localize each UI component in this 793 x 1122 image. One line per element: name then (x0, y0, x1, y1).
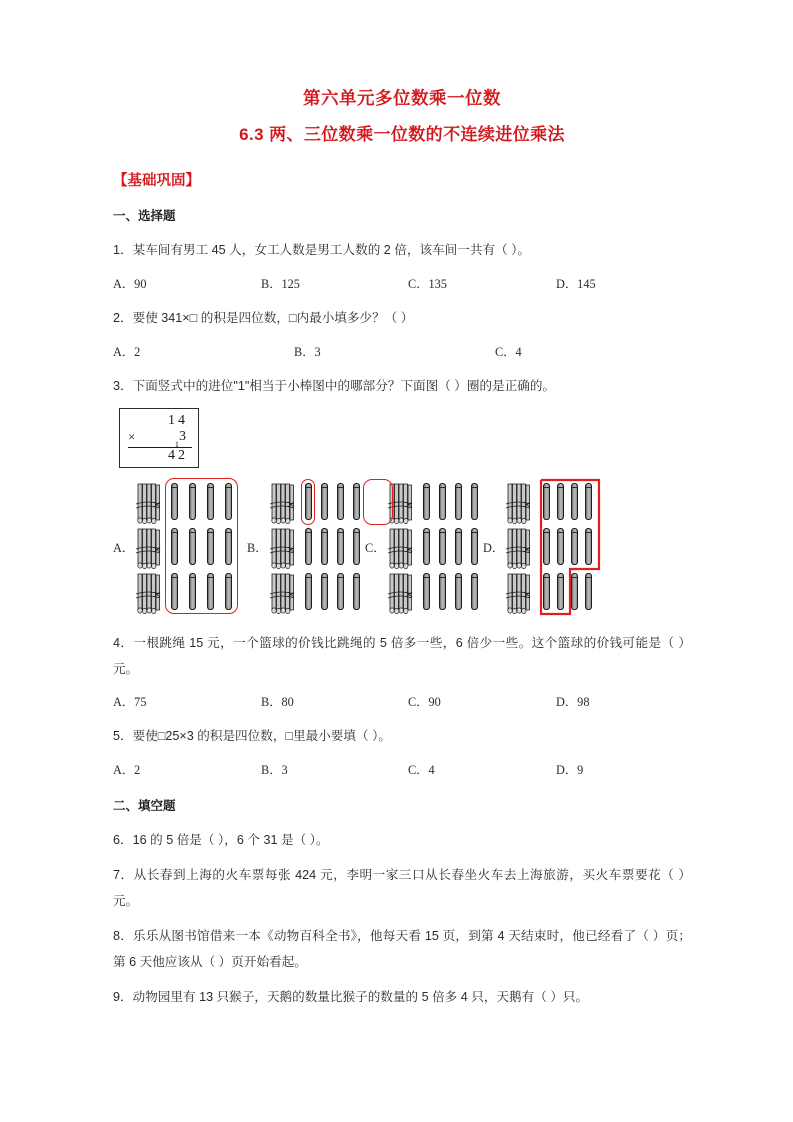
question-2-text: 2．要使 341×□ 的积是四位数，□内最小填多少？（ ） (113, 311, 414, 326)
stick (189, 573, 196, 610)
stick (471, 573, 478, 610)
stick-bundle-choices (113, 480, 691, 620)
choice-c-label: C． (365, 541, 386, 556)
question-5-text: 5．要使□25×3 的积是四位数，□里最小要填（ ）。 (113, 729, 391, 744)
q1-option-c[interactable]: C．135 (408, 277, 447, 292)
bundle-of-ten-icon (505, 527, 531, 569)
choice-c[interactable] (365, 480, 483, 620)
question-5-options (113, 758, 691, 782)
stick (455, 483, 462, 520)
question-2-options (113, 340, 691, 364)
stick (455, 528, 462, 565)
multiplier: 3 (179, 429, 188, 445)
choice-b[interactable] (247, 480, 365, 620)
stick (543, 528, 550, 565)
stick (207, 573, 214, 610)
bundle-of-ten-icon (387, 527, 413, 569)
stick (321, 483, 328, 520)
bundle-of-ten-icon (387, 572, 413, 614)
stick (471, 528, 478, 565)
question-4-options (113, 690, 691, 714)
q1-option-a[interactable]: A．90 (113, 277, 147, 292)
q1-option-d[interactable]: D．145 (556, 277, 596, 292)
multiplicand: 14 (168, 413, 188, 429)
stick (207, 483, 214, 520)
section-heading-choice: 一、选择题 (113, 209, 176, 224)
question-8-text: 8．乐乐从图书馆借来一本《动物百科全书》，他每天看 15 页，到第 4 天结束时，他已经看了（ ）页；第 6 天他应该从（ ）页开始看起。 (113, 929, 691, 970)
choice-d-label: D． (483, 541, 505, 556)
stick (189, 483, 196, 520)
q5-option-d[interactable]: D．9 (556, 763, 584, 778)
stick (321, 528, 328, 565)
bundle-of-ten-icon (269, 572, 295, 614)
stick (305, 483, 312, 520)
stick (337, 528, 344, 565)
page-subtitle: 6.3 两、三位数乘一位数的不连续进位乘法 (239, 125, 565, 144)
q2-option-b[interactable]: B．3 (294, 345, 321, 360)
q4-option-b[interactable]: B．80 (261, 695, 294, 710)
choice-b-label: B． (247, 541, 268, 556)
choice-a-label: A． (113, 541, 135, 556)
bundle-of-ten-icon (387, 482, 413, 524)
question-7-text: 7．从长春到上海的火车票每张 424 元，李明一家三口从长春坐火车去上海旅游，买火车票要花（ ）元。 (113, 868, 691, 909)
stick (585, 573, 592, 610)
multiply-sign-icon: × (128, 429, 136, 445)
stick (571, 573, 578, 610)
vertical-multiplication-box (119, 408, 199, 468)
section-band-title: 【基础巩固】 (113, 173, 200, 190)
stick (189, 528, 196, 565)
bundle-of-ten-icon (505, 482, 531, 524)
stick (353, 528, 360, 565)
stick (171, 483, 178, 520)
bundle-of-ten-icon (269, 527, 295, 569)
bundle-of-ten-icon (135, 527, 161, 569)
question-9-text: 9．动物园里有 13 只猴子，天鹅的数量比猴子的数量的 5 倍多 4 只，天鹅有（ ）只。 (113, 990, 589, 1005)
q4-option-a[interactable]: A．75 (113, 695, 147, 710)
stick (353, 483, 360, 520)
stick (557, 528, 564, 565)
stick (571, 483, 578, 520)
choice-d[interactable] (483, 480, 603, 620)
stick (585, 483, 592, 520)
question-3-text: 3．下面竖式中的进位"1"相当于小棒图中的哪部分？下面图（ ）圈的是正确的。 (113, 379, 556, 394)
stick (557, 573, 564, 610)
partial-product: 42 (168, 448, 188, 464)
stick (571, 528, 578, 565)
bundle-of-ten-icon (269, 482, 295, 524)
section-heading-fill-blank: 二、填空题 (113, 799, 176, 814)
bundle-of-ten-icon (505, 572, 531, 614)
worksheet-content (113, 88, 691, 1019)
stick (353, 573, 360, 610)
stick (225, 573, 232, 610)
carry-digit: 1 (174, 439, 179, 450)
stick (439, 528, 446, 565)
bundle-of-ten-icon (135, 482, 161, 524)
stick (321, 573, 328, 610)
stick (225, 483, 232, 520)
stick (423, 528, 430, 565)
choice-a[interactable] (113, 480, 247, 620)
q5-option-b[interactable]: B．3 (261, 763, 288, 778)
stick (439, 483, 446, 520)
question-6-text: 6．16 的 5 倍是（ ），6 个 31 是（ ）。 (113, 833, 329, 848)
stick (423, 483, 430, 520)
stick (305, 573, 312, 610)
stick (225, 528, 232, 565)
q5-option-c[interactable]: C．4 (408, 763, 435, 778)
question-1-options (113, 272, 691, 296)
stick (337, 573, 344, 610)
stick (337, 483, 344, 520)
stick (171, 528, 178, 565)
stick (439, 573, 446, 610)
q4-option-c[interactable]: C．90 (408, 695, 441, 710)
stick (207, 528, 214, 565)
stick (305, 528, 312, 565)
q2-option-c[interactable]: C．4 (495, 345, 522, 360)
stick (557, 483, 564, 520)
vertical-multiplication-figure (119, 408, 691, 468)
stick (423, 573, 430, 610)
stick (455, 573, 462, 610)
stick (171, 573, 178, 610)
q5-option-a[interactable]: A．2 (113, 763, 141, 778)
q2-option-a[interactable]: A．2 (113, 345, 141, 360)
question-1-text: 1．某车间有男工 45 人，女工人数是男工人数的 2 倍，该车间一共有（ ）。 (113, 243, 531, 258)
q1-option-b[interactable]: B．125 (261, 277, 300, 292)
question-4-text: 4．一根跳绳 15 元，一个篮球的价钱比跳绳的 5 倍多一些，6 倍少一些。这个篮球的价钱可能是（ ）元。 (113, 636, 691, 677)
bundle-of-ten-icon (135, 572, 161, 614)
stick (543, 573, 550, 610)
page-title: 第六单元多位数乘一位数 (303, 88, 501, 108)
stick (543, 483, 550, 520)
stick (585, 528, 592, 565)
stick (471, 483, 478, 520)
q4-option-d[interactable]: D．98 (556, 695, 590, 710)
multiplier-row (174, 429, 188, 450)
